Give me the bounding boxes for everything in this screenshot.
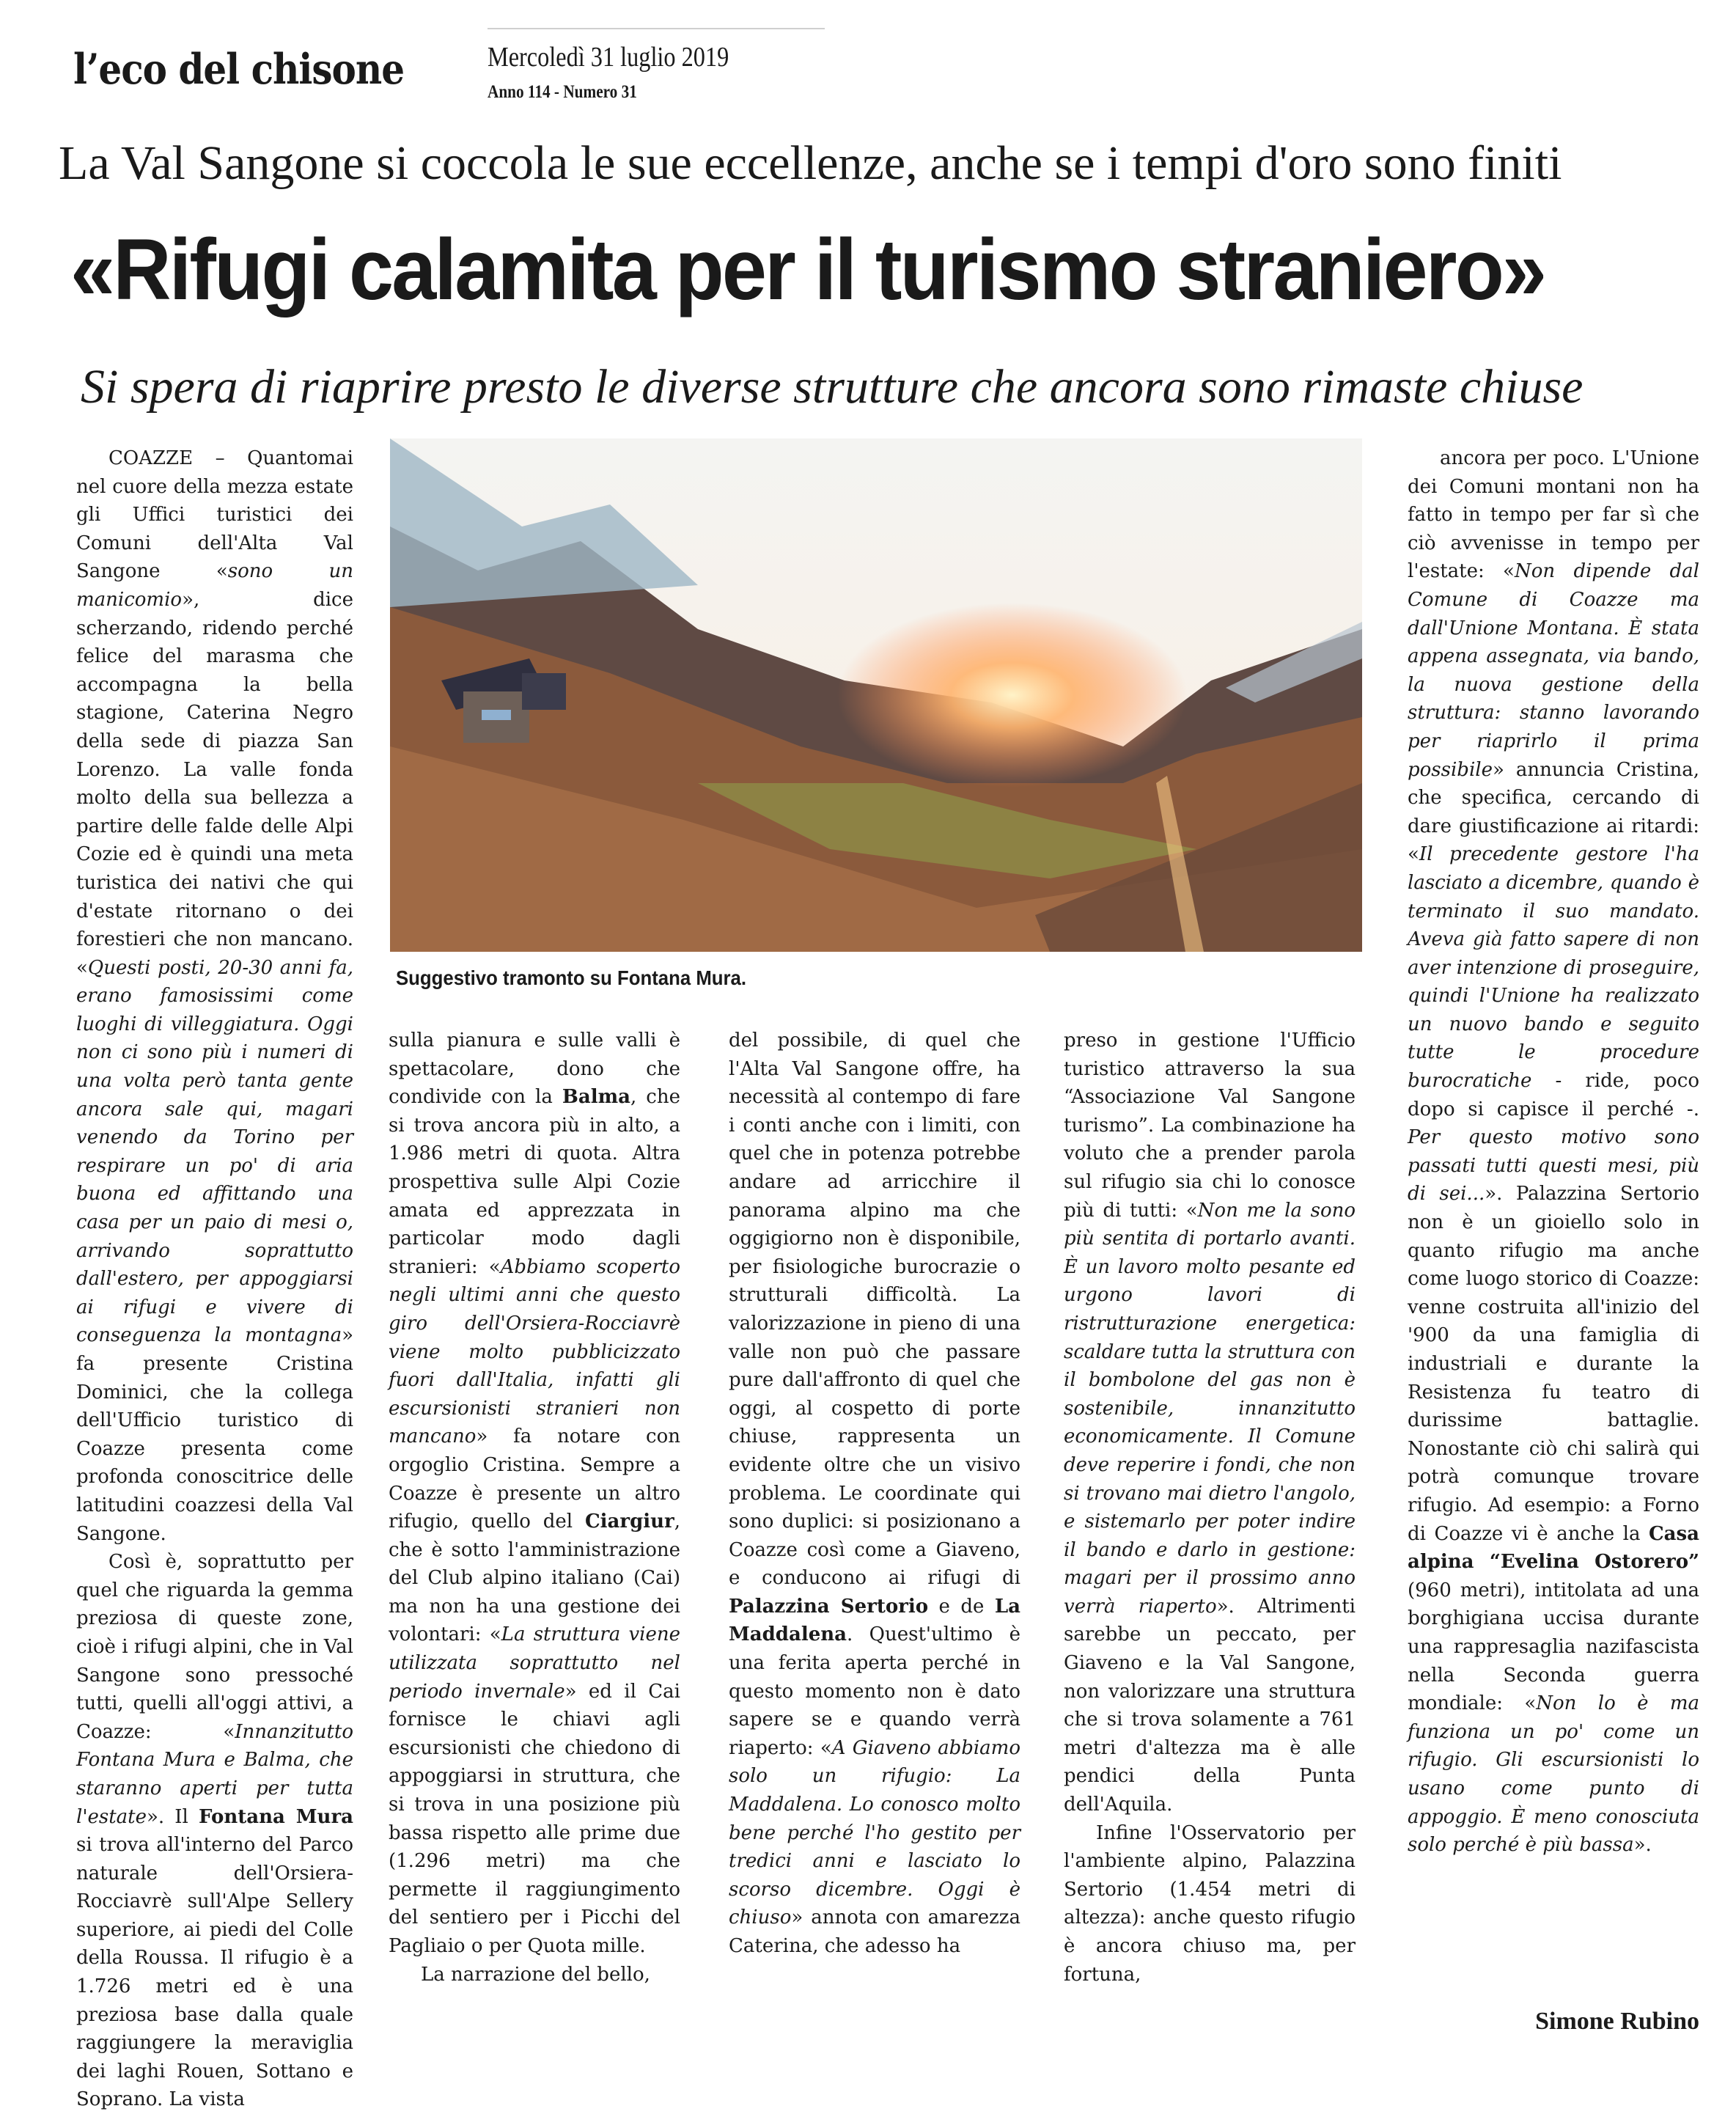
- photo-landscape: [390, 438, 1362, 952]
- italic-quote: Il precedente gestore l'ha lasciato a dicembre, quando è terminato il suo mandato. Aveva già fatto sapere di non aver intenzione di proseguire, quindi l'Unione ha realizzato un nuovo bando e seguito tutte le procedure burocratiche: [1408, 843, 1699, 1093]
- issue-number: Anno 114 - Numero 31: [488, 82, 637, 102]
- byline: Simone Rubino: [1535, 2008, 1699, 2035]
- photo-caption: Suggestivo tramonto su Fontana Mura.: [396, 966, 747, 989]
- text-run: ». Il: [146, 1805, 199, 1828]
- italic-quote: Innanzitutto Fontana Mura e Balma, che staranno aperti per tutta l'estate: [76, 1720, 353, 1828]
- article-column-4: [1064, 1027, 1356, 1989]
- text-run: ».: [1633, 1834, 1652, 1857]
- bold-text: Palazzina Sertorio: [729, 1595, 929, 1618]
- bold-text: Ciargiur: [584, 1511, 674, 1533]
- bold-text: Casa alpina “Evelina Ostorero”: [1408, 1522, 1699, 1574]
- issue-date: Mercoledì 31 luglio 2019: [488, 42, 729, 73]
- italic-quote: La struttura viene utilizzata soprattutto nel periodo invernale: [389, 1623, 680, 1703]
- text-run: sulla pianura e sulle valli è spettacolare, dono che condivide con la: [389, 1030, 680, 1109]
- article-column-3: [729, 1027, 1020, 1961]
- masthead-logo: l’eco del chisone: [73, 44, 405, 94]
- article-paragraph: [1064, 1819, 1356, 1989]
- italic-quote: sono un manicomio: [76, 560, 353, 611]
- italic-quote: Non dipende dal Comune di Coazze ma dall'Unione Montana. È stata appena assegnata, via bando, la nuova gestione della struttura: stanno lavorando per riaprirlo il prima possibile: [1408, 560, 1699, 781]
- article-paragraph: [76, 1548, 353, 2114]
- text-run: » ed il Cai fornisce le chiavi agli escursionisti che chiedono di appoggiarsi in struttura, che si trova in una posizione più bassa rispetto alle prime due (1.296 metri) ma che permette il raggiungimento del sentiero per i Picchi del Pagliaio o per Quota mille.: [389, 1680, 680, 1957]
- text-run: », dice scherzando, ridendo perché felice del marasma che accompagna la bella stagione, Caterina Negro della sede di piazza San Lorenzo. La valle fonda molto della sua bellezza a partire delle falde delle Alpi Cozie ed è quindi una meta turistica dei nativi che qui d'estate ritornano o dei forestieri che non mancano. «: [76, 588, 353, 979]
- italic-quote: A Giaveno abbiamo solo un rifugio: La Maddalena. Lo conosco molto bene perché l'ho gestito per tredici anni e lasciato lo scorso dicembre. Oggi è chiuso: [729, 1736, 1020, 1929]
- article-paragraph: [389, 1027, 680, 1961]
- text-run: e de: [928, 1595, 995, 1618]
- text-run: » annota con amarezza Caterina, che adesso ha: [729, 1906, 1020, 1957]
- bold-text: Balma: [562, 1086, 630, 1109]
- bold-text: La Maddalena: [729, 1595, 1020, 1646]
- italic-quote: Non me la sono più sentita di portarlo avanti. È un lavoro molto pesante ed urgono lavori di ristrutturazione energetica: scaldare tutta la struttura con il bombolone del gas non è sostenibile, innanzitutto economicamente. Il Comune deve reperire i fondi, che non si trovano mai dietro l'angolo, e sistemarlo per poter indire il bando e darlo in gestione: magari per il prossimo anno verrà riaperto: [1064, 1199, 1356, 1618]
- text-run: » fa presente Cristina Dominici, che la collega dell'Ufficio turistico di Coazze presenta come profonda conoscitrice delle latitudini coazzesi della Val Sangone.: [76, 1324, 353, 1545]
- text-run: si trova all'interno del Parco naturale dell'Orsiera-Rocciavrè sull'Alpe Sellery superiore, ai piedi del Colle della Roussa. Il rifugio è a 1.726 metri ed è una preziosa base dalla quale raggiungere la meraviglia dei laghi Rouen, Sottano e Soprano. La vista: [76, 1834, 353, 2111]
- article-photo: [390, 438, 1362, 952]
- text-run: ». Altrimenti sarebbe un peccato, per Giaveno e la Val Sangone, non valorizzare una struttura che si trova solamente a 761 metri d'altezza ma è alle pendici della Punta dell'Aquila.: [1064, 1595, 1356, 1816]
- italic-quote: Non lo è ma funziona un po' come un rifugio. Gli escursionisti lo usano come punto di appoggio. È meno conosciuta solo perché è più bassa: [1408, 1692, 1699, 1857]
- kicker: La Val Sangone si coccola le sue eccellenze, anche se i tempi d'oro sono finiti: [59, 136, 1562, 190]
- italic-quote: Questi posti, 20-30 anni fa, erano famosissimi come luoghi di villeggiatura. Oggi non ci sono più i numeri di una volta però tanta gente ancora sale qui, magari venendo da Torino per respirare un po' di aria buona ed affittando una casa per un paio di mesi o, arrivando soprattutto dall'estero, per appoggiarsi ai rifugi e vivere di conseguenza la montagna: [76, 956, 353, 1347]
- headline: «Rifugi calamita per il turismo straniero»: [70, 221, 1545, 318]
- article-paragraph: [1408, 444, 1699, 1860]
- subheadline: Si spera di riaprire presto le diverse strutture che ancora sono rimaste chiuse: [81, 360, 1584, 414]
- article-paragraph: [76, 444, 353, 1548]
- article-paragraph: [729, 1027, 1020, 1961]
- article-paragraph: [389, 1961, 680, 1989]
- italic-quote: Per questo motivo sono passati tutti questi mesi, più di sei...: [1408, 1126, 1699, 1205]
- text-run: ancora per poco. L'Unione dei Comuni montani non ha fatto in tempo per far sì che ciò avvenisse in tempo per l'estate: «: [1408, 447, 1699, 583]
- text-run: ». Palazzina Sertorio non è un gioiello solo in quanto rifugio ma anche come luogo storico di Coazze: venne costruita all'inizio del '900 da una famiglia di industriali e durante la Resistenza fu teatro di durissime battaglie. Nonostante ciò chi salirà qui potrà comunque trovare rifugio. Ad esempio: a Forno di Coazze vi è anche la: [1408, 1183, 1699, 1545]
- text-run: » annuncia Cristina, che specifica, cercando di dare giustificazione ai ritardi: «: [1408, 758, 1699, 866]
- text-run: Così è, soprattutto per quel che riguarda la gemma preziosa di queste zone, cioè i rifugi alpini, che in Val Sangone sono pressoché tutti, quelli all'oggi attivi, a Coazze: «: [76, 1551, 353, 1743]
- article-column-5: [1408, 444, 1699, 1860]
- article-paragraph: [1064, 1027, 1356, 1819]
- text-run: - ride, poco dopo si capisce il perché -.: [1408, 1070, 1699, 1120]
- masthead-rule: [488, 28, 825, 29]
- italic-quote: Abbiamo scoperto negli ultimi anni che questo giro dell'Orsiera-Rocciavrè viene molto pubblicizzato fuori dall'Italia, infatti gli escursionisti stranieri non mancano: [389, 1255, 680, 1448]
- text-run: del possibile, di quel che l'Alta Val Sangone offre, ha necessità al contempo di fare i conti anche con i limiti, con quel che in potenza potrebbe andare ad arricchire il panorama alpino ma che oggigiorno non è disponibile, per fisiologiche burocrazie o strutturali difficoltà. La valorizzazione in pieno di una valle non può che passare pure dall'affronto di quel che oggi, al cospetto di porte chiuse, rappresenta un evidente oltre che un visivo problema. Le coordinate qui sono duplici: si posizionano a Coazze così come a Giaveno, e conducono ai rifugi di: [729, 1030, 1020, 1590]
- text-run: COAZZE – Quantomai nel cuore della mezza estate gli Uffici turistici dei Comuni dell'Alta Val Sangone «: [76, 447, 353, 583]
- text-run: La narrazione del bello,: [421, 1963, 650, 1986]
- text-run: (960 metri), intitolata ad una borghigiana uccisa durante una rappresaglia nazifascista nella Seconda guerra mondiale: «: [1408, 1579, 1699, 1715]
- article-column-1: [76, 444, 353, 2114]
- text-run: » fa notare con orgoglio Cristina. Sempre a Coazze è presente un altro rifugio, quello del: [389, 1425, 680, 1533]
- text-run: . Quest'ultimo è una ferita aperta perché in questo momento non è dato sapere se e quando verrà riaperto: «: [729, 1623, 1020, 1759]
- text-run: Infine l'Osservatorio per l'ambiente alpino, Palazzina Sertorio (1.454 metri di altezza): anche questo rifugio è ancora chiuso ma, per fortuna,: [1064, 1821, 1356, 1986]
- text-run: preso in gestione l'Ufficio turistico attraverso la sua “Associazione Val Sangone turismo”. La combinazione ha voluto che a prender parola sul rifugio sia chi lo conosce più di tutti: «: [1064, 1030, 1356, 1222]
- article-column-2: [389, 1027, 680, 1989]
- text-run: , che è sotto l'amministrazione del Club alpino italiano (Cai) ma non ha una gestione dei volontari: «: [389, 1511, 680, 1646]
- text-run: , che si trova ancora più in alto, a 1.986 metri di quota. Altra prospettiva sulle Alpi Cozie amata ed apprezzata in particolar modo dagli stranieri: «: [389, 1086, 680, 1278]
- bold-text: Fontana Mura: [198, 1805, 354, 1828]
